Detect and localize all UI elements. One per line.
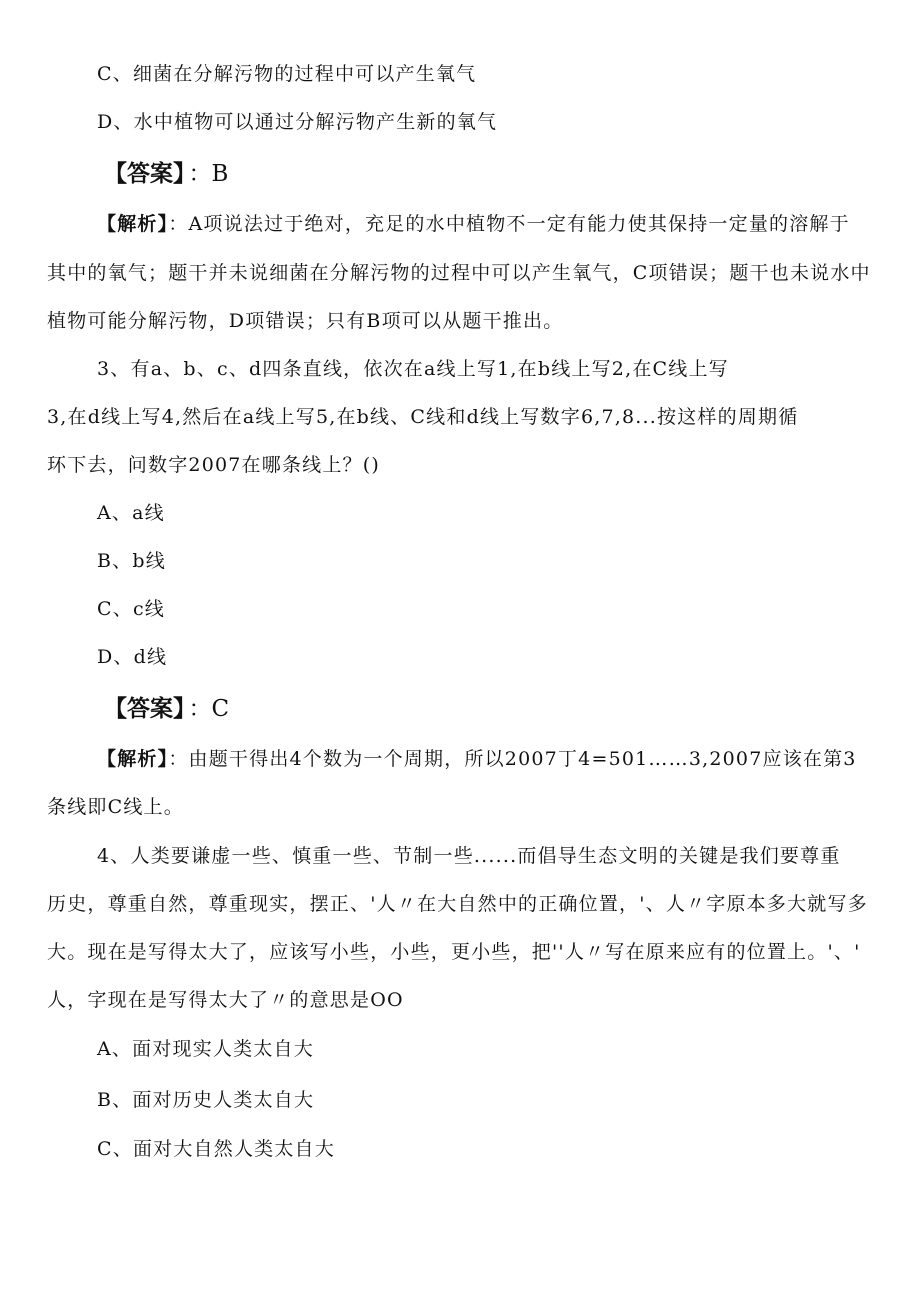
q4-stem-line-1: 4、人类要谦虚一些、慎重一些、节制一些......而倡导生态文明的关键是我们要尊重 [97, 845, 841, 867]
q3-answer [104, 694, 229, 724]
q3-analysis-line-2: 条线即C线上。 [47, 796, 184, 818]
q2-analysis-line-3: 植物可能分解污物，D项错误；只有B项可以从题干推出。 [47, 310, 564, 332]
q2-option-c: C、细菌在分解污物的过程中可以产生氧气 [97, 63, 477, 85]
answer-label: 【答案】 [104, 696, 185, 722]
analysis-label: 【解析】 [97, 213, 169, 235]
q2-answer [104, 159, 228, 189]
q3-option-c: C、c线 [97, 598, 165, 620]
q3-stem-line-1: 3、有a、b、c、d四条直线，依次在a线上写1,在b线上写2,在C线上写 [97, 358, 729, 380]
answer-value: ：B [188, 161, 229, 187]
q4-stem-line-3: 大。现在是写得太大了，应该写小些，小些，更小些，把''人〃写在原来应有的位置上。'、' [47, 941, 861, 963]
q2-analysis-line-1 [97, 211, 850, 237]
q2-option-d: D、水中植物可以通过分解污物产生新的氧气 [97, 111, 498, 133]
analysis-text: ：A项说法过于绝对，充足的水中植物不一定有能力使其保持一定量的溶解于 [168, 213, 850, 235]
q3-stem-line-3: 环下去，问数字2007在哪条线上？() [47, 454, 380, 476]
analysis-label: 【解析】 [97, 748, 169, 770]
analysis-text: ：由题干得出4个数为一个周期，所以2007丁4=501……3,2007应该在第3 [168, 748, 857, 770]
q3-stem-line-2: 3,在d线上写4,然后在a线上写5,在b线、C线和d线上写数字6,7,8...按这样的周期循 [47, 406, 799, 428]
q3-analysis-line-1 [97, 746, 857, 772]
q4-option-b: B、面对历史人类太自大 [97, 1089, 315, 1111]
q4-stem-line-4: 人，字现在是写得太大了〃的意思是OO [47, 989, 404, 1011]
q2-analysis-line-2: 其中的氧气；题干并未说细菌在分解污物的过程中可以产生氧气，C项错误；题干也未说水中 [47, 262, 871, 284]
answer-label: 【答案】 [104, 161, 185, 187]
q4-option-a: A、面对现实人类太自大 [97, 1038, 314, 1060]
q4-option-c: C、面对大自然人类太自大 [97, 1138, 335, 1160]
q3-option-a: A、a线 [97, 502, 165, 524]
q4-stem-line-2: 历史，尊重自然，尊重现实，摆正、'人〃在大自然中的正确位置，'、人〃字原本多大就写多 [47, 893, 868, 915]
answer-value: ：C [188, 696, 230, 722]
q3-option-d: D、d线 [97, 646, 168, 668]
q3-option-b: B、b线 [97, 550, 166, 572]
